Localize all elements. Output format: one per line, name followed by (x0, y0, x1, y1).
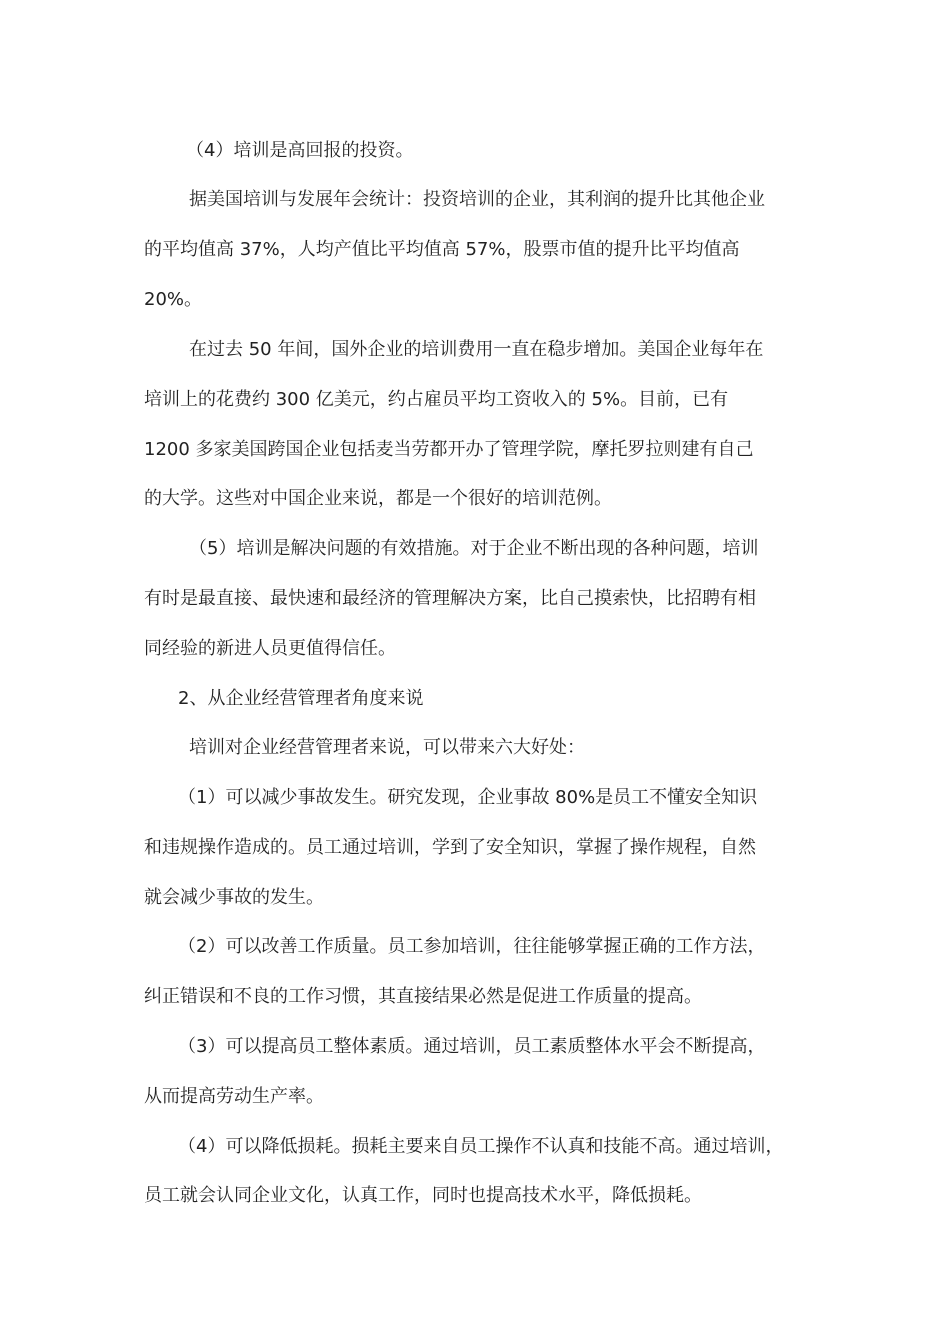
text-line: 就会减少事故的发生。 (144, 887, 324, 908)
text-line: 培训上的花费约 300 亿美元，约占雇员平均工资收入的 5%。目前，已有 (144, 389, 729, 410)
text-line: 的大学。这些对中国企业来说，都是一个很好的培训范例。 (144, 488, 612, 509)
text-line: （5）培训是解决问题的有效措施。对于企业不断出现的各种问题，培训 (189, 538, 759, 559)
text-line: 从而提高劳动生产率。 (144, 1086, 324, 1107)
text-line: 在过去 50 年间，国外企业的培训费用一直在稳步增加。美国企业每年在 (189, 339, 764, 360)
text-line: （2）可以改善工作质量。员工参加培训，往往能够掌握正确的工作方法， (178, 936, 766, 957)
text-line: 同经验的新进人员更值得信任。 (144, 638, 396, 659)
text-line: 纠正错误和不良的工作习惯，其直接结果必然是促进工作质量的提高。 (144, 986, 702, 1007)
text-line: 有时是最直接、最快速和最经济的管理解决方案，比自己摸索快，比招聘有相 (144, 588, 756, 609)
text-line: （3）可以提高员工整体素质。通过培训，员工素质整体水平会不断提高， (178, 1036, 766, 1057)
text-line: 20%。 (144, 289, 203, 310)
text-line: 据美国培训与发展年会统计：投资培训的企业，其利润的提升比其他企业 (189, 189, 765, 210)
text-line: 1200 多家美国跨国企业包括麦当劳都开办了管理学院，摩托罗拉则建有自己 (144, 439, 754, 460)
text-line: 的平均值高 37%，人均产值比平均值高 57%，股票市值的提升比平均值高 (144, 239, 740, 260)
text-line: （4）培训是高回报的投资。 (186, 140, 414, 161)
section-heading: 2、从企业经营管理者角度来说 (178, 688, 424, 709)
text-line: （4）可以降低损耗。损耗主要来自员工操作不认真和技能不高。通过培训， (178, 1136, 784, 1157)
text-line: （1）可以减少事故发生。研究发现，企业事故 80%是员工不懂安全知识 (178, 787, 758, 808)
text-line: 培训对企业经营管理者来说，可以带来六大好处： (189, 737, 585, 758)
text-line: 员工就会认同企业文化，认真工作，同时也提高技术水平，降低损耗。 (144, 1185, 702, 1206)
text-line: 和违规操作造成的。员工通过培训，学到了安全知识，掌握了操作规程，自然 (144, 837, 756, 858)
